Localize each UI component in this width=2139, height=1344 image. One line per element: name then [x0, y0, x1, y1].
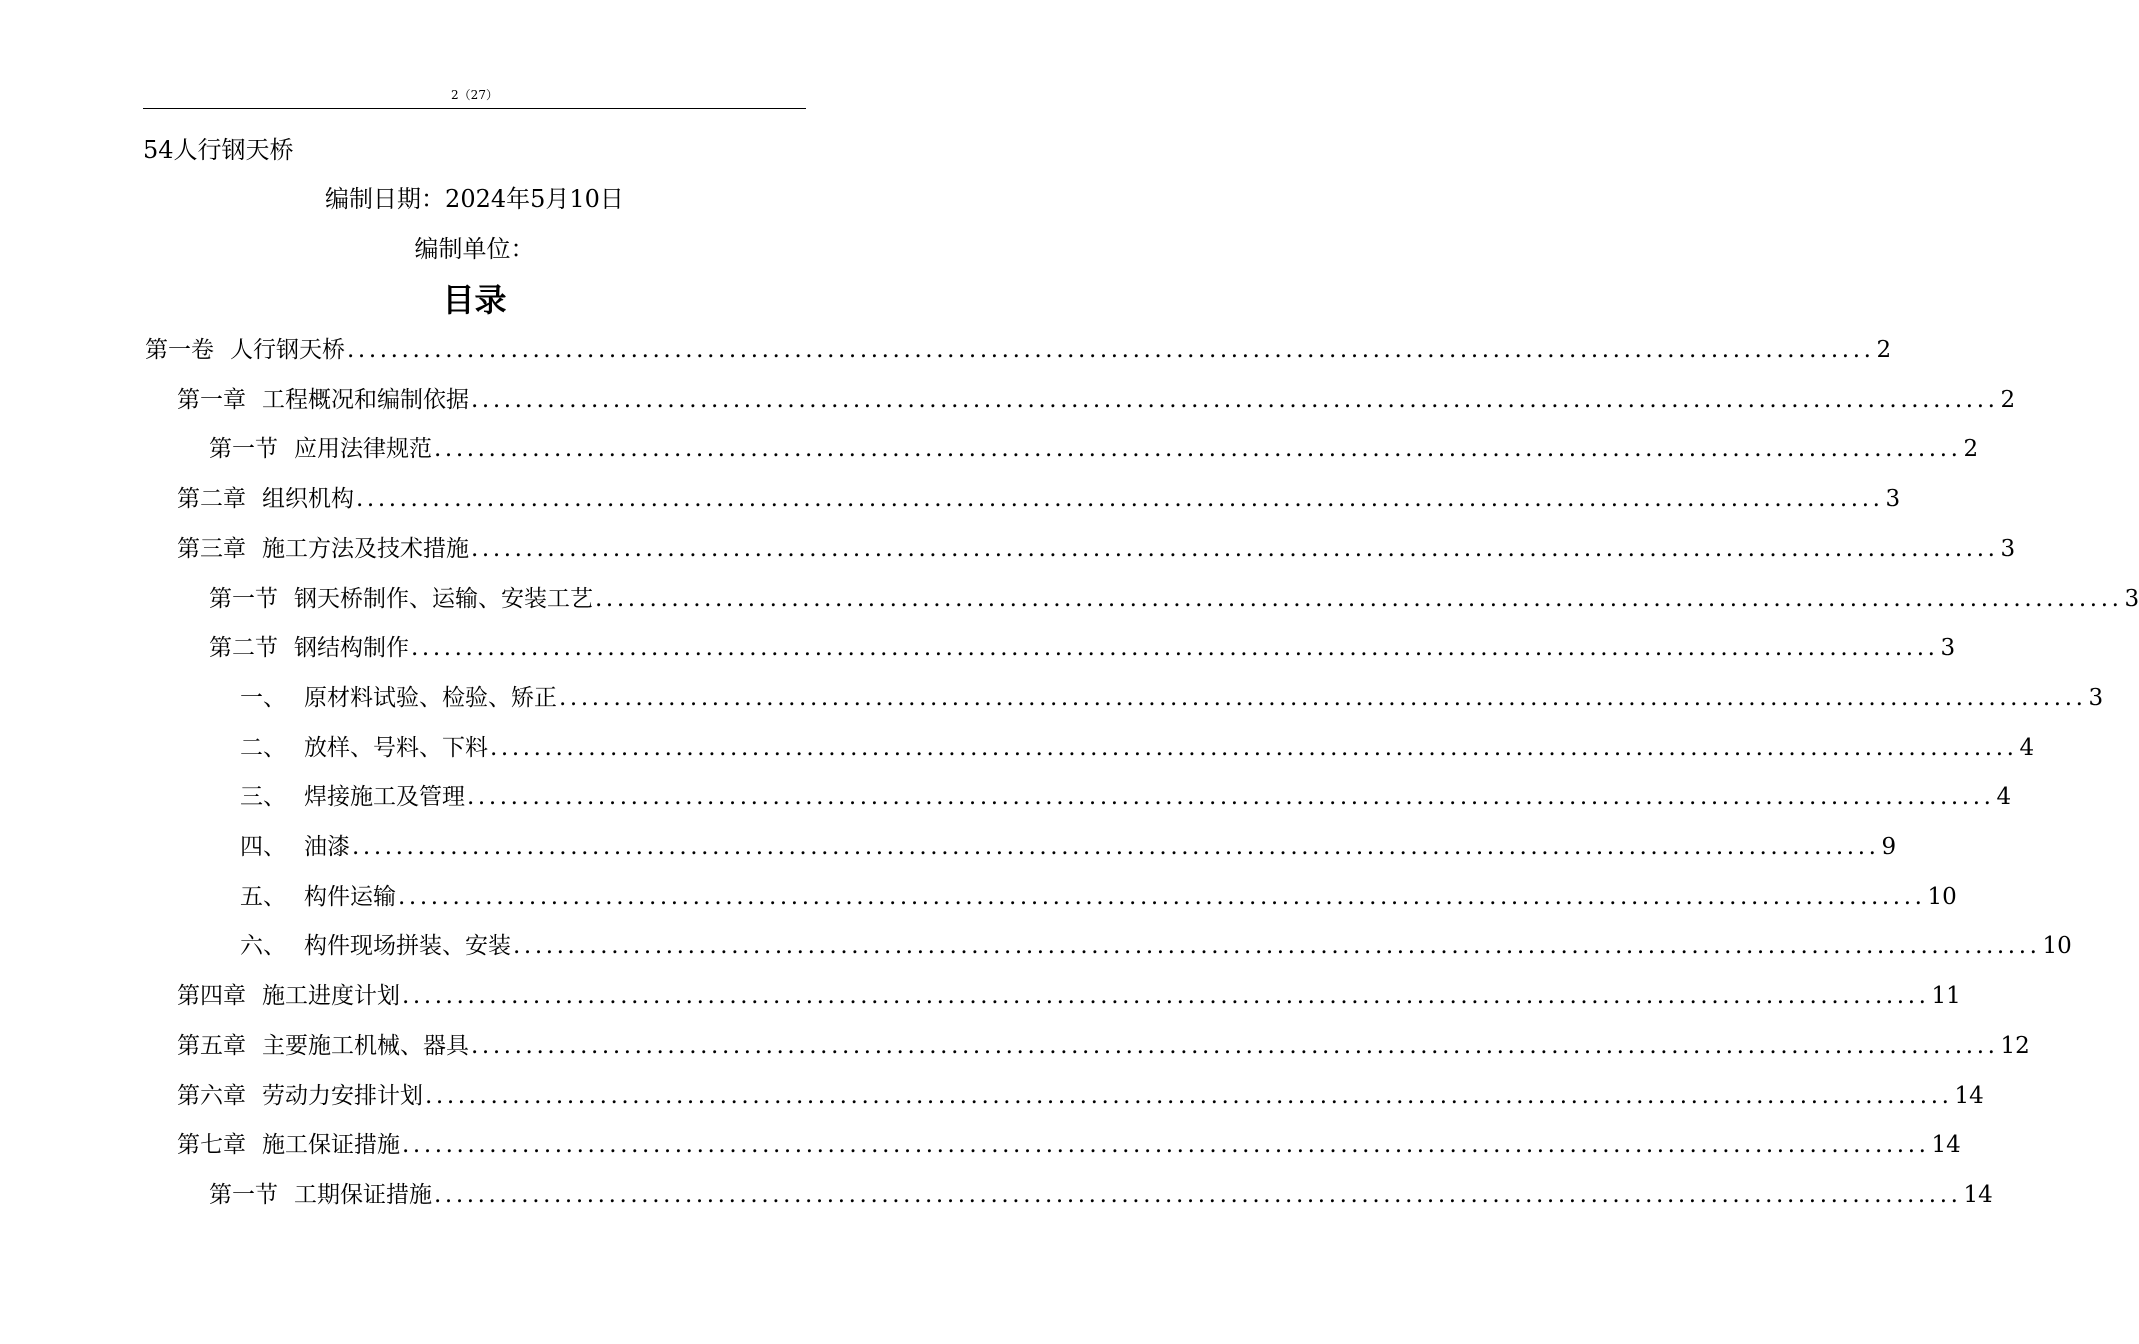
toc-entry[interactable] — [209, 432, 1979, 466]
toc-entry-page: 10 — [1927, 883, 1957, 910]
toc-entry-number: 一、 — [240, 684, 286, 711]
toc-entry-page: 3 — [2000, 535, 2016, 562]
toc-entry-number: 第四章 — [177, 983, 246, 1010]
toc-dot-leader: ............................................................................................................................................ — [356, 486, 1884, 513]
toc-entry-number: 第七章 — [177, 1132, 246, 1159]
document-title: 54人行钢天桥 — [143, 136, 294, 164]
toc-entry-page: 9 — [1881, 834, 1897, 860]
toc-entry[interactable] — [240, 929, 2072, 963]
toc-entry-title: 工程概况和编制依据 — [262, 386, 469, 413]
toc-dot-leader: ............................................................................................................................................ — [402, 1132, 1930, 1159]
toc-entry-page: 3 — [2088, 684, 2104, 711]
toc-entry-title: 人行钢天桥 — [230, 337, 345, 363]
toc-dot-leader: ............................................................................................................................................ — [490, 734, 2018, 761]
toc-dot-leader: ............................................................................................................................................ — [471, 1032, 1999, 1059]
toc-entry-page: 2 — [1876, 337, 1892, 363]
toc-entry-number: 二、 — [240, 734, 286, 761]
toc-entry-number: 五、 — [240, 883, 286, 910]
toc-dot-leader: ............................................................................................................................................ — [425, 1082, 1953, 1109]
toc-entry[interactable] — [177, 979, 1961, 1013]
toc-entry-number: 第三章 — [177, 535, 246, 562]
toc-entry-page: 10 — [2042, 933, 2072, 960]
toc-dot-leader: ............................................................................................................................................ — [434, 436, 1962, 463]
toc-dot-leader: ............................................................................................................................................ — [595, 585, 2123, 612]
toc-entry-number: 第五章 — [177, 1032, 246, 1059]
toc-entry-page: 14 — [1963, 1181, 1993, 1208]
toc-entry-page: 4 — [2019, 734, 2035, 761]
toc-entry-title: 油漆 — [304, 834, 350, 860]
toc-entry-title: 钢结构制作 — [294, 635, 409, 662]
toc-entry-page: 3 — [2124, 585, 2139, 612]
toc-entry-number: 第二节 — [209, 635, 278, 662]
toc-entry-title: 应用法律规范 — [294, 436, 432, 463]
toc-entry-number: 第六章 — [177, 1082, 246, 1109]
toc-entry-title: 构件运输 — [304, 883, 396, 910]
toc-entry[interactable] — [177, 1029, 2030, 1063]
toc-entry-number: 第一节 — [209, 1181, 278, 1208]
toc-dot-leader: ............................................................................................................................................ — [411, 635, 1939, 662]
toc-entry-title: 主要施工机械、器具 — [262, 1032, 469, 1059]
toc-entry[interactable] — [177, 383, 2016, 417]
toc-entry-page: 4 — [1996, 784, 2012, 811]
toc-dot-leader: ............................................................................................................................................ — [467, 784, 1995, 811]
toc-dot-leader: ............................................................................................................................................ — [398, 883, 1926, 910]
toc-entry-number: 第一卷 — [145, 337, 214, 363]
toc-entry[interactable] — [177, 1079, 1984, 1113]
toc-entry-number: 第一节 — [209, 585, 278, 612]
toc-dot-leader: ............................................................................................................................................ — [352, 834, 1880, 860]
toc-entry-title: 组织机构 — [262, 486, 354, 513]
toc-entry-title: 放样、号料、下料 — [304, 734, 488, 761]
toc-entry-page: 3 — [1940, 635, 1956, 662]
toc-entry-title: 劳动力安排计划 — [262, 1082, 423, 1109]
toc-entry-number: 第二章 — [177, 486, 246, 513]
toc-entry-title: 施工保证措施 — [262, 1132, 400, 1159]
toc-entry-page: 14 — [1954, 1082, 1984, 1109]
toc-entry-number: 四、 — [240, 834, 286, 860]
toc-entry-title: 工期保证措施 — [294, 1181, 432, 1208]
compile-unit: 编制单位： — [414, 235, 535, 263]
toc-dot-leader: ............................................................................................................................................ — [434, 1181, 1962, 1208]
toc-entry[interactable] — [240, 880, 1957, 914]
page-indicator: 2（27） — [451, 88, 498, 102]
toc-entry-page: 3 — [1885, 486, 1901, 513]
toc-dot-leader: ............................................................................................................................................ — [347, 337, 1875, 363]
toc-entry-page: 2 — [2000, 386, 2016, 413]
toc-entry-number: 第一章 — [177, 386, 246, 413]
toc-entry-title: 钢天桥制作、运输、安装工艺 — [294, 585, 593, 612]
toc-entry[interactable] — [177, 532, 2016, 566]
toc-entry-title: 原材料试验、检验、矫正 — [304, 684, 557, 711]
toc-entry[interactable] — [240, 681, 2104, 715]
toc-heading: 目录 — [442, 281, 507, 319]
toc-dot-leader: ............................................................................................................................................ — [559, 684, 2087, 711]
toc-entry[interactable] — [177, 1128, 1961, 1162]
toc-entry[interactable] — [209, 1178, 1993, 1212]
toc-entry-number: 三、 — [240, 784, 286, 811]
toc-entry-page: 2 — [1963, 436, 1979, 463]
toc-entry-title: 施工进度计划 — [262, 983, 400, 1010]
toc-entry-number: 六、 — [240, 933, 286, 960]
toc-entry-number: 第一节 — [209, 436, 278, 463]
toc-entry[interactable] — [209, 582, 2139, 616]
toc-entry[interactable] — [240, 830, 1897, 864]
toc-entry[interactable] — [145, 333, 1892, 367]
toc-entry-title: 施工方法及技术措施 — [262, 535, 469, 562]
toc-dot-leader: ............................................................................................................................................ — [402, 983, 1930, 1010]
toc-entry-page: 14 — [1931, 1132, 1961, 1159]
toc-dot-leader: ............................................................................................................................................ — [513, 933, 2041, 960]
toc-dot-leader: ............................................................................................................................................ — [471, 535, 1999, 562]
toc-entry[interactable] — [240, 780, 2012, 814]
toc-dot-leader: ............................................................................................................................................ — [471, 386, 1999, 413]
toc-entry[interactable] — [240, 731, 2035, 765]
toc-entry-title: 焊接施工及管理 — [304, 784, 465, 811]
toc-entry-title: 构件现场拼装、安装 — [304, 933, 511, 960]
toc-entry[interactable] — [177, 482, 1901, 516]
toc-entry[interactable] — [209, 631, 1956, 665]
toc-entry-page: 12 — [2000, 1032, 2030, 1059]
toc-entry-page: 11 — [1931, 983, 1961, 1010]
compile-date: 编制日期：2024年5月10日 — [325, 185, 624, 213]
